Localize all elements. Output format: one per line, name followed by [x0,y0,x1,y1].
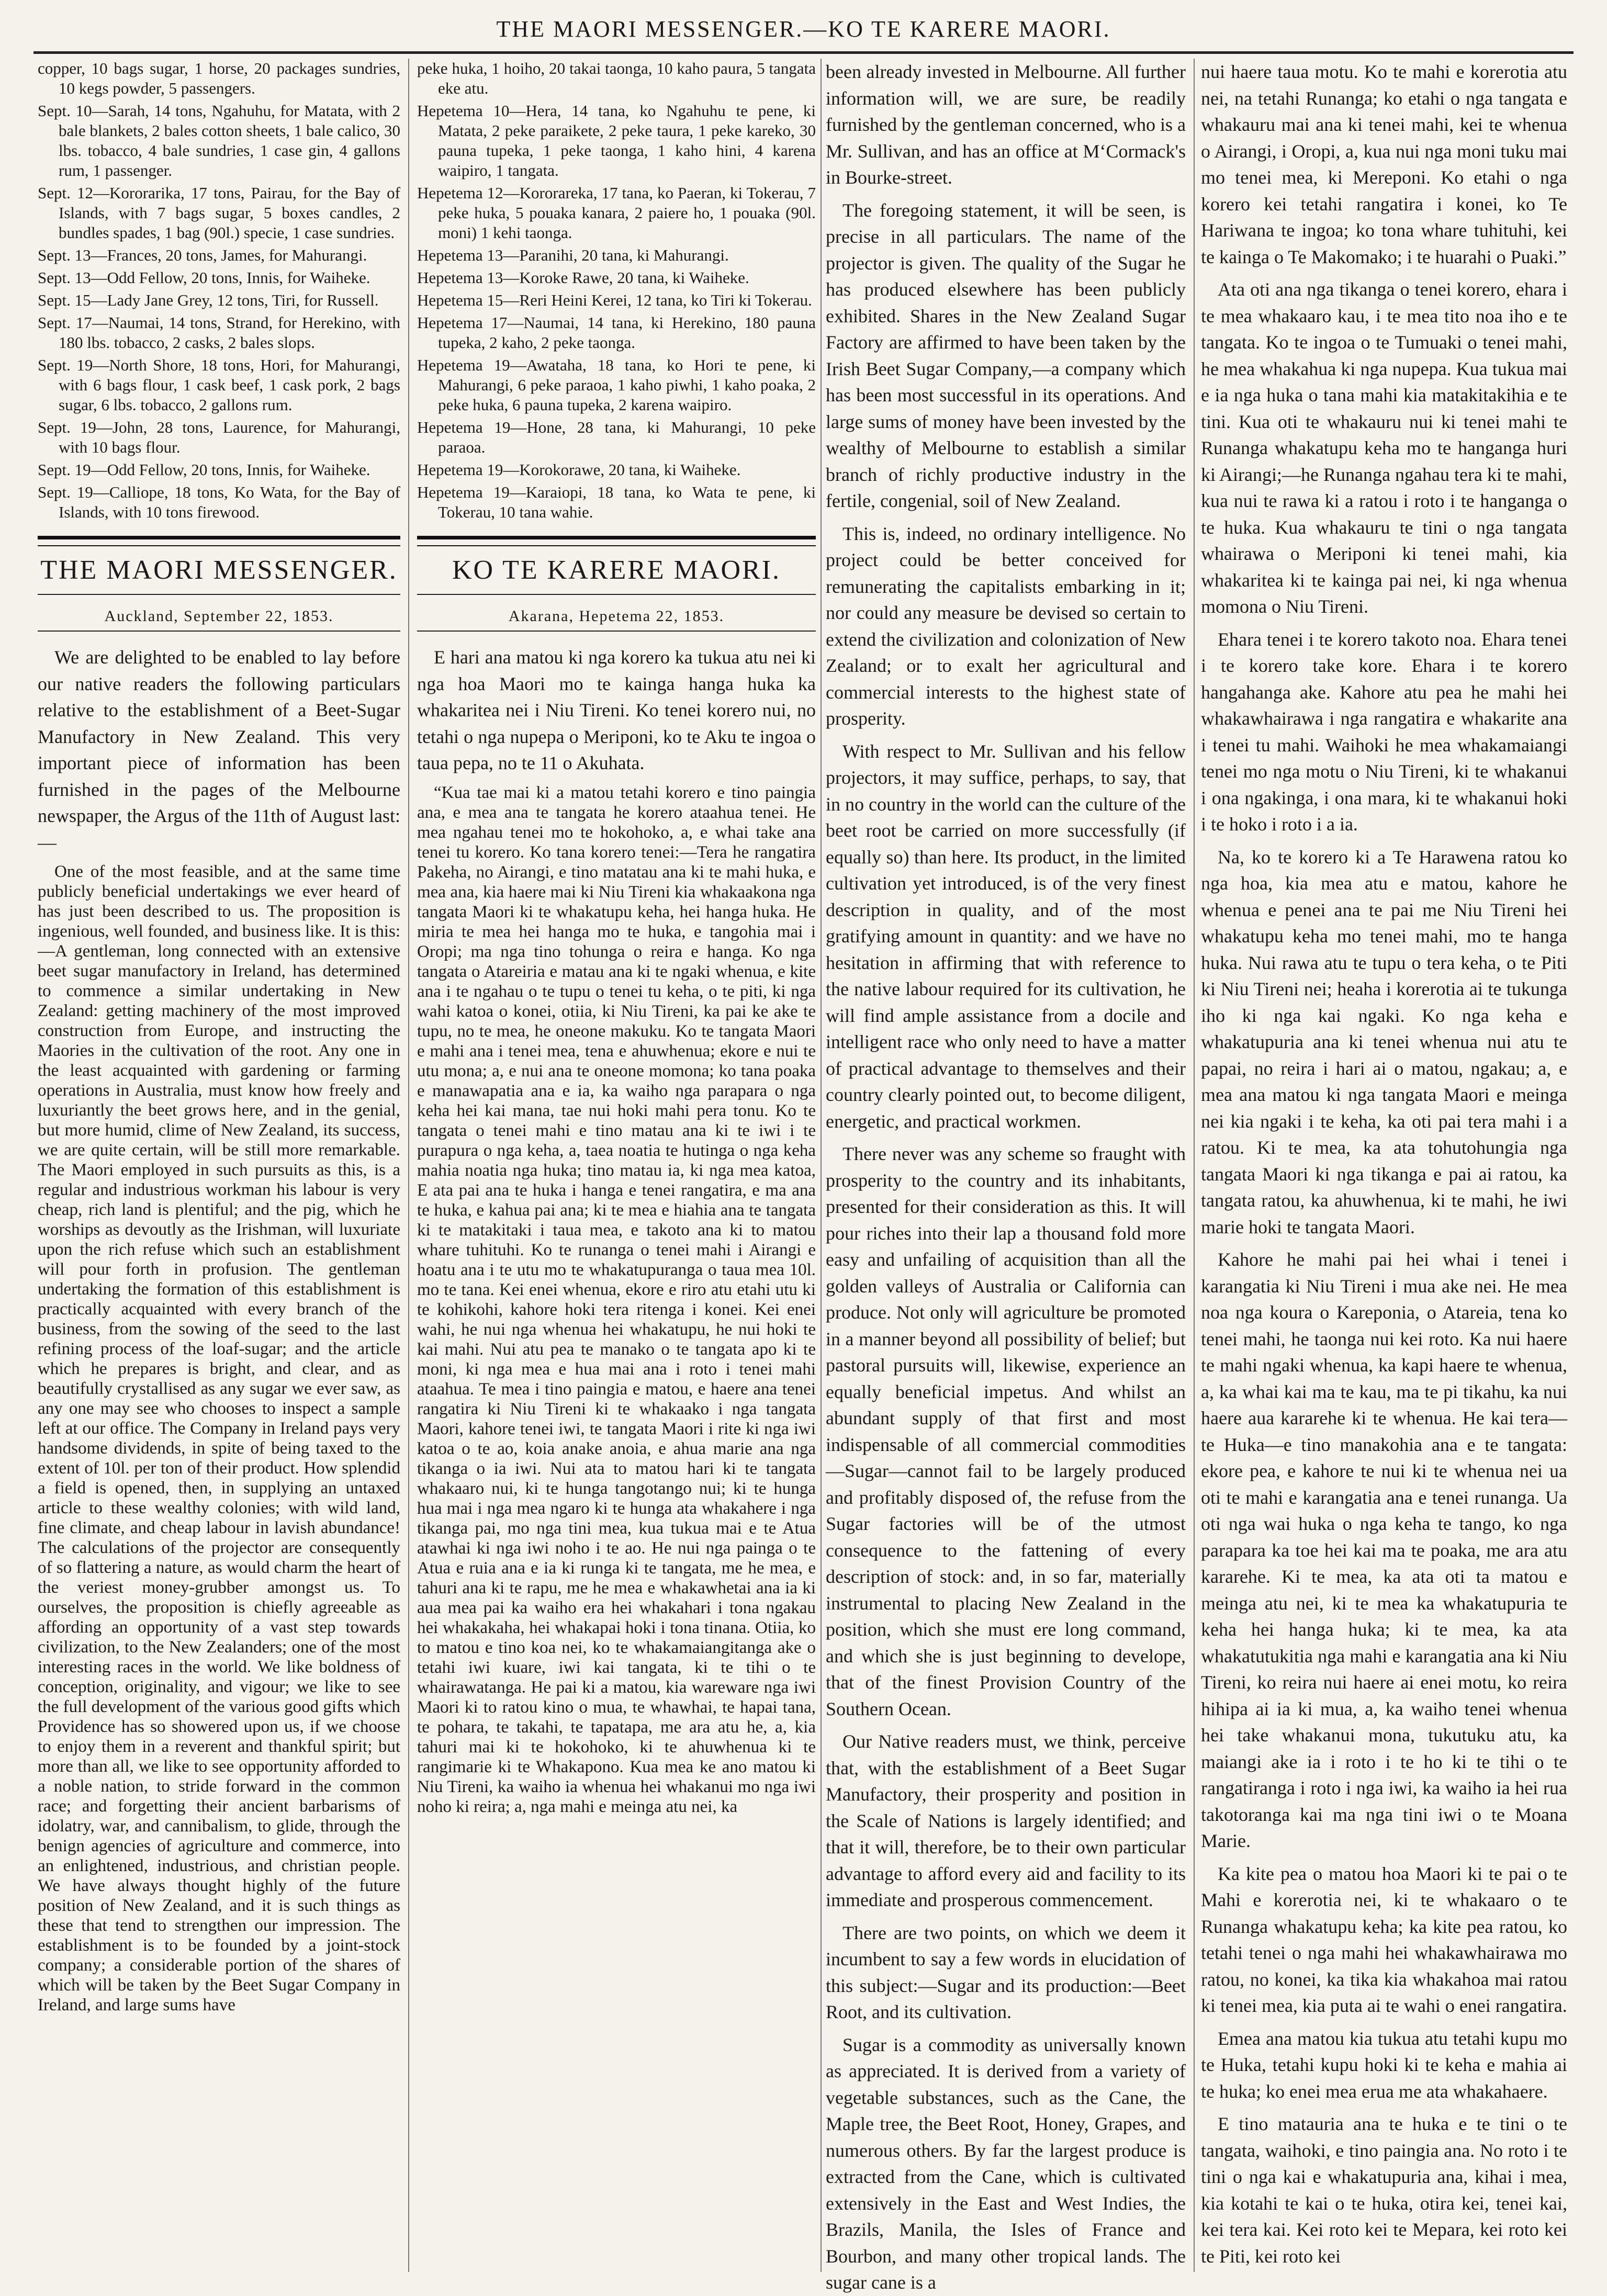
shipping-entry: Hepetema 15—Reri Heini Kerei, 12 tana, ko Tiri ki Tokerau. [417,291,812,309]
column-divider [821,59,822,2272]
shipping-entry: Hepetema 19—Hone, 28 tana, ki Mahurangi, 10 peke paraoa. [417,418,816,456]
dateline-english: Auckland, September 22, 1853. [104,607,334,625]
shipping-entry: Sept. 17—Naumai, 14 tons, Strand, for Herekino, with 180 lbs. tobacco, 2 casks, 2 bales slops. [38,313,400,352]
masthead-maori: KO TE KARERE MAORI. [452,555,781,585]
paragraph: One of the most feasible, and at the same time publicly beneficial undertakings we ever heard of has just been described to us. The proposition is ingenious, well founded, and business like. It is this:—A gentleman, long connected with an extensive beet sugar manufactory in Ireland, has determined to commence a similar undertaking in New Zealand: getting machinery of the most improved construction from Europe, and instructing the Maories in the cultivation of the root. Any one in the least acquainted with gardening or farming operations in Australia, must know how freely and luxuriantly the beet grows here, and in the genial, but more humid, clime of New Zealand, its success, we are quite certain, will be still more remarkable. The Maori employed in such pursuits as this, is a regular and industrious workman his labour is very cheap, rich land is plentiful; and the pig, which he worships as devoutly as the Irishman, will luxuriate upon the rich refuse which such an establishment will pour forth in profusion. The gentleman undertaking the formation of this establishment is practically acquainted with every branch of the business, from the sowing of the seed to the last refining process of the loaf-sugar; and the article which he prepares is bright, and clear, and as beautifully crystallised as any sugar we ever saw, as any one may see who chooses to inspect a sample left at our office. The Company in Ireland pays very handsome dividends, in spite of being taxed to the extent of 10l. per ton of their product. How splendid a field is opened, then, in supplying an untaxed article to these wealthy colonies; with wild land, fine climate, and cheap labour in lavish abundance! The calculations of the projector are consequently of so flattering a nature, as would charm the heart of the veriest money-grubber amongst us. To ourselves, the proposition is chiefly agreeable as affording an opportunity of a vast step towards civilization, to the New Zealanders; one of the most interesting races in the world. We like boldness of conception, originality, and vigour; we like to see the full development of the various good gifts which Providence has so showered upon us, if we choose to enjoy them in a reverent and thankful spirit; but more than all, we like to see opportunity afforded to a noble nation, to stride forward in the common race; and forgetting their ancient barbarisms of idolatry, war, and cannibalism, to glide, through the benign agencies of agriculture and commerce, into an enlightened, industrious, and christian people. We have always thought highly of the future position of New Zealand, and it is such things as these that tend to strengthen our impression. The establishment is to be founded by a joint-stock company; a considerable portion of the shares of which will be taken by the Beet Sugar Company in Ireland, and large sums have [38,862,400,2014]
masthead-underline [417,594,816,595]
shipping-entry: Sept. 19—North Shore, 18 tons, Hori, for Mahurangi, with 6 bags flour, 1 cask beef, 1 cask pork, 2 bags sugar, 6 lbs. tobacco, 2 gallons rum. [38,356,400,414]
paragraph: Ka kite pea o matou hoa Maori ki te pai o te Mahi e korerotia nei, ki te whakaaro o te Runanga whakatupu keha; ka kite pea ratou, ko tetahi tenei o nga mahi hei whakawhairawa mo ratou, no konei, ka tika kia whakahoa mai ratou ki tenei mea, kia puta ai te wahi o enei rangatira. [1201,1863,1567,2016]
shipping-entry: Hepetema 19—Korokorawe, 20 tana, ki Waiheke. [417,460,741,479]
quoted-article [417,783,816,1817]
running-head: THE MAORI MESSENGER.—KO TE KARERE MAORI. [496,16,1111,42]
shipping-entry: Sept. 19—Calliope, 18 tons, Ko Wata, for the Bay of Islands, with 10 tons firewood. [38,483,400,521]
column-divider [1194,59,1195,2272]
paragraph: There never was any scheme so fraught with prosperity to the country and its inhabitants, presented for their consideration as this. It will pour riches into their lap a thousand fold more easy and unfailing of acquisition than all the golden valleys of Australia or California can produce. Not only will agriculture be promoted in a manner beyond all possibility of belief; but pastoral pursuits will, likewise, experience an equally beneficial impetus. And whilst an abundant supply of that first and most indispensable of all commercial commodities —Sugar—cannot fail to be largely produced and profitably disposed of, the refuse from the Sugar factories will be of the utmost consequence to the fattening of every description of stock: and, in so far, materially instrumental to placing New Zealand in the position, which she must ere long command, and which she is just beginning to develope, that of the finest Provision Country of the Southern Ocean. [826,1143,1186,1719]
paragraph: We are delighted to be enabled to lay before our native readers the following particulars relative to the establishment of a Beet-Sugar Manufactory in New Zealand. This very important piece of information has been furnished in the pages of the Melbourne newspaper, the Argus of the 11th of August last:— [38,647,400,853]
paragraph: Kahore he mahi pai hei whai i tenei i karangatia ki Niu Tireni i mua ake nei. He mea noa nga koura o Kareponia, o Atareia, tena ko tenei mahi, he taonga nui kei roto. Ka nui haere te mahi ngaki whenua, ka kapi haere te whenua, a, ka whai kai ma te kau, ma te pi tikahu, ka nui haere aua kararehe ki te whenua. He kai tera—te Huka—e tino manakohia ana e te tangata: ekore pea, e kahore te nui ki te whenua nei ua oti te mahi e karangatia ana e tenei runanga. Ua oti nga wai huka o nga keha te tango, ko nga parapara ka toe hei kai ma te poaka, me ara atu kararehe. Ki te mea, ka ata oti ta matou e meinga atu nei, ki te mea ka whakatupuria te keha hei hanga huka; ki te mea, ka ata whakatutukitia nga mahi e karangatia ana ki Niu Tireni, ko reira nui haere ai enei motu, ko reira hihipa ai ia ki mua, a, ka waiho tenei whenua hei take whakanui mona, tukutuku atu, ka maiangi ake ia i roto i te ho ki te tihi o te rangatiranga i roto i nga iwi, ka waiho ia hei rua takotoranga kai ma nga tini iwi o te Moana Marie. [1201,1249,1567,1851]
shipping-entry: Hepetema 17—Naumai, 14 tana, ki Herekino, 180 pauna tupeka, 2 kaho, 2 peke taonga. [417,313,816,352]
shipping-entry: copper, 10 bags sugar, 1 horse, 20 packages sundries, 10 kegs powder, 5 passengers. [38,59,400,97]
shipping-entry: Hepetema 19—Karaiopi, 18 tana, ko Wata te pene, ki Tokerau, 10 tana wahie. [417,483,816,521]
paragraph: Ehara tenei i te korero takoto noa. Ehara tenei i te korero take kore. Ehara i te korero hangahanga ake. Kahore atu pea he mahi hei whakawhairawa i nga rangatira e whakarite ana i tenei tu mahi. Waihoki he mea whakamaiangi tenei mo nga motu o Niu Tireni, ki te whakanui i ona ngakinga, i ona mara, ki te whakanui hoki i te hoko i roto i a ia. [1201,628,1567,835]
column-maori-shipping [417,59,816,2272]
shipping-entry: Sept. 10—Sarah, 14 tons, Ngahuhu, for Matata, with 2 bale blankets, 2 bales cotton sheets, 1 bale calico, 30 lbs. tobacco, 4 bale sundries, 1 case gin, 4 gallons rum, 1 passenger. [38,102,400,179]
masthead-rule [417,536,816,546]
header-rule [33,51,1574,54]
shipping-entry: Sept. 13—Frances, 20 tons, James, for Mahurangi. [38,246,367,264]
masthead-underline [38,594,400,595]
shipping-list [417,59,816,522]
shipping-entry: peke huka, 1 hoiho, 20 takai taonga, 10 kaho paura, 5 tangata eke atu. [417,59,816,97]
paragraph: There are two points, on which we deem it incumbent to say a few words in elucidation of this subject:—Sugar and its production:—Beet Root, and its cultivation. [826,1922,1186,2022]
paragraph: Ata oti ana nga tikanga o tenei korero, ehara i te mea whakaaro kau, i te mea tito noa iho e te tangata. Ko te ingoa o te Tumuaki o tenei mahi, he mea whakahua ki nga nupepa. Kua tukua mai e ia nga huka o tana mahi kia matakitakihia e te tini. Kua oti te whakauru nui ki tenei mahi te Runanga whakatupu keha mo te hanganga huri ki Airangi;—he Runanga ngahau tera ki te mahi, kua nui te rawa ki a ratou i roto i te hanganga o te huka. Kua whakauru te tini o nga tangata whairawa o Meriponi ki tenei mahi, kia whakaritea ki te kainga pai nei, ki nga whenua momona o Niu Tireni. [1201,279,1567,617]
paragraph: This is, indeed, no ordinary intelligence. No project could be better conceived for remunerating the capitalists embarking in it; nor could any measure be devised so certain to extend the civilization and colonization of New Zealand; or to exalt her agricultural and commercial interests to the highest state of prosperity. [826,523,1186,729]
dateline-underline [38,631,400,632]
shipping-entry: Hepetema 13—Paranihi, 20 tana, ki Mahurangi. [417,246,729,264]
dateline-maori: Akarana, Hepetema 22, 1853. [508,607,725,625]
shipping-entry: Sept. 13—Odd Fellow, 20 tons, Innis, for Waiheke. [38,268,370,287]
article-body [826,59,1186,2296]
paragraph: “Kua tae mai ki a matou tetahi korero e tino paingia ana, e mea ana te tangata he korero ataahua tenei. He mea ngahau tenei mo te hokohoko, a, e whai take ana tenei tu korero. Ko tana korero tenei:—Tera he rangatira Pakeha, no Airangi, e tino matatau ana ki te mahi huka, e mea ana, kia haere mai ki Niu Tireni kia whakaakona nga tangata Maori ki te whakatupu keha, hei hanga huka. He miria te mea hei hanga mo te huka, e tangohia mai i Oropi; ma nga tino tohunga o reira e hanga. Ko nga tangata o Atareiria e matau ana ki te ngaki whenua, e kite ana i te ngahau o te tupu o tenei tu keha, o te piti, ki nga wahi katoa o konei, otiia, ki Niu Tireni, ka pai ke ake te tupu, no te mea, he oneone makuku. Ko te tangata Maori e mahi ana i tenei mea, tena e ahuwhenua; ekore e nui te utu mona; a, e nui ana te oneone momona; ko tana poaka e manawapatia ana e ia, ka waiho nga parapara o nga keha hei kai mana, tae nui hoki mahi pera tonu. Ko te tangata o tenei mahi e tino matau ana ki te iwi i te purapura o nga keha, a, taea noatia te hutinga o nga keha mahia noatia nga huka; tino matau ia, ki nga mea katoa, E ata pai ana te huka i hanga e tenei rangatira, e ma ana te huka, e kahua pai ana; ki te mea e hiahia ana te tangata ki te matakitaki i taua mea, e takoto ana ki to matou whare tuhituhi. Ko te runanga o tenei mahi i Airangi e hoatu ana i te utu mo te whakatupuranga o taua mea 10l. mo te tana. Kei enei whenua, ekore e riro atu etahi utu ki te kohikohi, kahore hoki tera ritenga i konei. Kei enei wahi, he nui nga whenua hei whakatupu, he nui hoki te kai mahi. Nui atu pea te manako o te tangata apo ki te moni, ki nga mea e hua mai ana i roto i tenei mahi ataahua. Te mea i tino paingia e matou, e haere ana tenei rangatira ki Niu Tireni ki te whakaako i nga tangata Maori, kahore tenei iwi, te tangata Maori i rite ki nga iwi katoa o te ao, koia anake anoia, e ahua marie ana nga tikanga o ia iwi. Nui ata to matou hari ki te tangata whakaaro nui, ki te hunga tangotango nui; ki te hunga hua mai i nga mea ngaro ki te hunga ata whakahere i nga tikanga pai, mo nga tini mea, kua tukua mai e te Atua atawhai ki nga iwi noho i te ao. He nui nga painga o te Atua e ruia ana e ia ki runga ki te tangata, me he mea, e tahuri ana ki te rapu, me he mea e whakawhetai ana ia ki aua mea pai ka waiho era hei whakahari i tona ngakau hei whakakaha, hei whakapai hoki i tona tinana. Otiia, ko to matou e tino koa nei, ko te whakamaiangitanga ake o tetahi iwi kuare, iwi kai tangata, ki te tihi o te whairawatanga. He pai ki a matou, kia wareware nga iwi Maori ki to ratou kino o mua, te whawhai, te hapai tana, te pohara, te takahi, te tapatapa, me ara atu he, a, kia tahuri mai ki te hokohoko, ki te ahuwhenua ki te rangimarie ki te Whakapono. Kua mea ke ano matou ki Niu Tireni, ka waiho ia whenua hei whakanui mo nga iwi noho ki reira; a, nga mahi e meinga atu nei, ka [417,783,816,1816]
paragraph: been already invested in Melbourne. All further information will, we are sure, be readily furnished by the gentleman concerned, who is a Mr. Sullivan, and has an office at M‘Cormack's in Bourke-street. [826,61,1186,188]
paragraph: Sugar is a commodity as universally known as appreciated. It is derived from a variety of vegetable substances, such as the Cane, the Maple tree, the Beet Root, Honey, Grapes, and numerous others. By far the largest produce is extracted from the Cane, which is cultivated extensively in the East and West Indies, the Brazils, Manila, the Isles of France and Bourbon, and many other tropical lands. The sugar cane is a [826,2034,1186,2293]
paragraph: The foregoing statement, it will be seen, is precise in all particulars. The name of the projector is given. The quality of the Sugar he has produced elsewhere has been publicly exhibited. Shares in the New Zealand Sugar Factory are affirmed to have been taken by the Irish Beet Sugar Company,—a company which has been most successful in its operations. And large sums of money have been invested by the wealthy of Melbourne to establish a similar branch of richly productive industry in the fertile, congenial, soil of New Zealand. [826,199,1186,511]
paragraph: Our Native readers must, we think, perceive that, with the establishment of a Beet Sugar Manufactory, their prosperity and position in the Scale of Nations is largely identified; and that it will, therefore, be to their own particular advantage to afford every aid and facility to its immediate and prosperous commencement. [826,1731,1186,1910]
dateline-underline [417,631,816,632]
shipping-entry: Hepetema 13—Koroke Rawe, 20 tana, ki Waiheke. [417,268,749,287]
quoted-article [38,862,400,2015]
shipping-list [38,59,400,522]
column-english-continued [826,59,1186,2293]
paragraph: Na, ko te korero ki a Te Harawena ratou ko nga hoa, kia mea atu e matou, kahore he whenua e penei ana te pai me Niu Tireni hei whakatupu keha mo tenei mahi, mo te hanga huka. Nui rawa atu te tupu o tera keha, o te Piti ki Niu Tireni nei; heaha i korerotia ai te tukunga iho ki nga kai ngaki. Ko nga keha e whakatupuria ana ki tenei whenua nui atu te papai, no reira i hari ai o matou, ngakau; a, e mea ana matou ki nga tangata Maori e meinga nei kia ngaki i te keha, ka oti pai tera mahi i a ratou. Ki te mea, ka ata tohutohungia nga tangata Maori ki nga tikanga e pai ai ratou, ka tangata ratou, ka ahuwhenua, ki te mahi, he iwi marie hoki te tangata Maori. [1201,846,1567,1237]
paragraph: Emea ana matou kia tukua atu tetahi kupu mo te Huka, tetahi kupu hoki ki te keha e mahia ai te huka; ko enei mea erua me ata whakahaere. [1201,2028,1567,2102]
article-body [1201,59,1567,2269]
paragraph: E tino matauria ana te huka e te tini o te tangata, waihoki, e tino paingia ana. No roto i te tini o nga kai e whakatupuria ana, kihai i mea, kia kotahi te kai o te huka, otira kei, tenei kai, kei tera kai. Kei roto kei te Mepara, kei roto kei te Piti, kei roto kei [1201,2113,1567,2267]
paragraph: With respect to Mr. Sullivan and his fellow projectors, it may suffice, perhaps, to say, that in no country in the world can the culture of the beet root be carried on more successfully (if equally so) than here. Its product, in the limited cultivation yet introduced, is of the very finest description in quality, and of the most gratifying amount in quantity: and we have no hesitation in affirming that with reference to the native labour required for its cultivation, he will find ample assistance from a docile and intelligent race who only need to have a matter of practical advantage to themselves and their country clearly pointed out, to become diligent, energetic, and practical workmen. [826,740,1186,1132]
column-maori-continued [1201,59,1567,2272]
editorial-intro [417,644,816,776]
column-english-shipping [38,59,400,2272]
paragraph: nui haere taua motu. Ko te mahi e korerotia atu nei, na tetahi Runanga; ko etahi o nga tangata e whakauru mai ana ki tenei mahi, kei te whenua o Airangi, i Oropi, a, kua nui nga moni tuku mai mo tenei mea, ki Mereponi. Ko etahi o nga korero kei tetahi rangatira i konei, ko Te Hariwana te ingoa; ko tona whare tuhituhi, kei te kainga o Te Makomako; i te huarahi o Puaki.” [1201,61,1567,267]
editorial-intro [38,644,400,856]
masthead-english: THE MAORI MESSENGER. [40,555,398,585]
shipping-entry: Hepetema 19—Awataha, 18 tana, ko Hori te pene, ki Mahurangi, 6 peke paraoa, 1 kaho piwhi, 1 kaho poaka, 2 peke huka, 6 pauna tupeka, 2 karena waipiro. [417,356,816,414]
shipping-entry: Sept. 12—Kororarika, 17 tons, Pairau, for the Bay of Islands, with 7 bags sugar, 5 boxes candles, 2 bundles spades, 1 bag (90l.) specie, 1 case sundries. [38,184,400,242]
column-divider [408,59,409,2272]
shipping-entry: Hepetema 12—Kororareka, 17 tana, ko Paeran, ki Tokerau, 7 peke huka, 5 pouaka kanara, 2 paiere ho, 1 pouaka (90l. moni) 1 kehi taonga. [417,184,816,242]
shipping-entry: Sept. 19—John, 28 tons, Laurence, for Mahurangi, with 10 bags flour. [38,418,400,456]
paragraph: E hari ana matou ki nga korero ka tukua atu nei ki nga hoa Maori mo te kainga hanga huka ka whakaritea nei i Niu Tireni. Ko tenei korero nui, no tetahi o nga nupepa o Meriponi, ko te Aku te ingoa o taua pepa, no te 11 o Akuhata. [417,647,816,773]
masthead-rule [38,536,400,546]
shipping-entry: Sept. 19—Odd Fellow, 20 tons, Innis, for Waiheke. [38,460,370,479]
shipping-entry: Sept. 15—Lady Jane Grey, 12 tons, Tiri, for Russell. [38,291,379,309]
shipping-entry: Hepetema 10—Hera, 14 tana, ko Ngahuhu te pene, ki Matata, 2 peke paraikete, 2 peke taura, 1 peke kareko, 30 pauna tupeka, 1 peke taonga, 1 kaho hini, 4 karena waipiro, 1 tangata. [417,102,816,179]
